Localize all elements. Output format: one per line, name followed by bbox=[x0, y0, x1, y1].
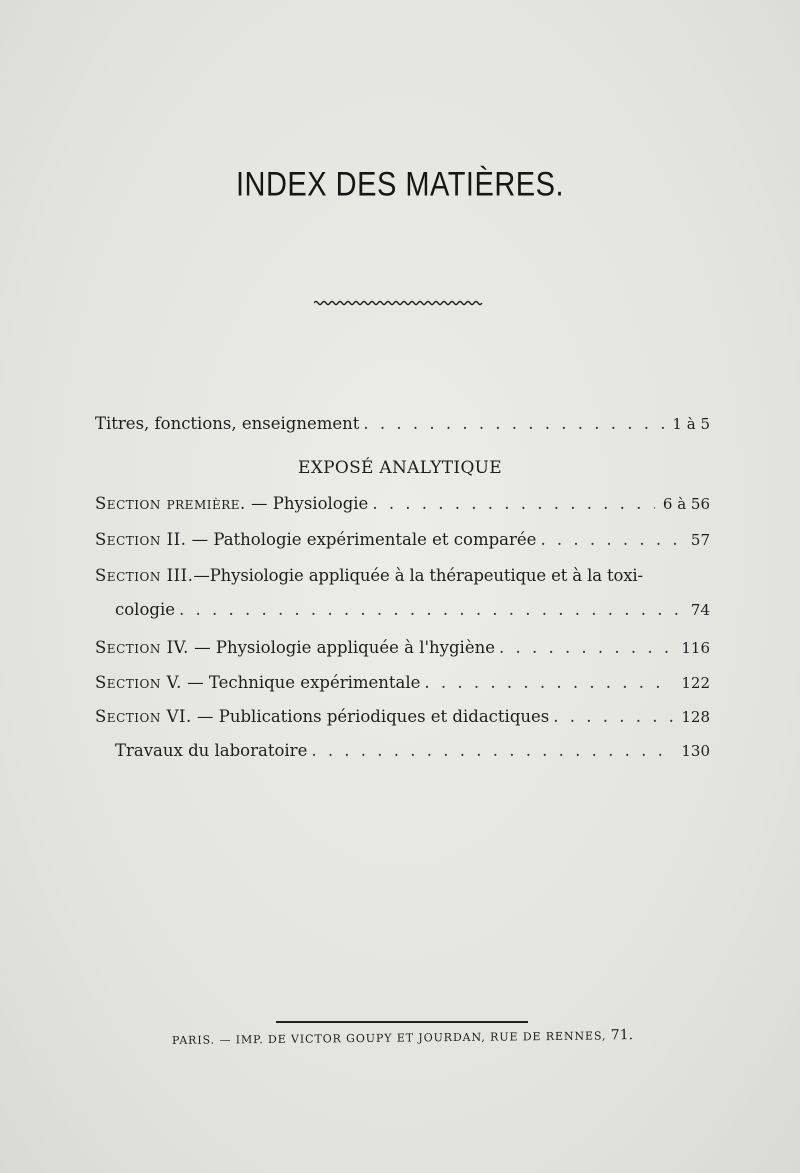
toc-entry-label: — Physiologie bbox=[245, 494, 369, 513]
imprint-number: 71. bbox=[610, 1027, 634, 1044]
toc-entry-section-3-line-1 bbox=[95, 566, 710, 585]
leader-dots bbox=[363, 414, 664, 433]
toc-entry-page: 1 à 5 bbox=[672, 415, 710, 433]
leader-dots bbox=[179, 600, 683, 619]
toc-entry-label: — Publications périodiques et didactiques bbox=[191, 707, 550, 726]
toc-entry-page: 128 bbox=[681, 708, 710, 726]
toc-entry-page: 130 bbox=[681, 742, 710, 760]
leader-dots bbox=[553, 707, 673, 726]
section-lead: Section première. bbox=[95, 494, 246, 513]
toc-entry-section-4 bbox=[95, 638, 710, 668]
imprint-text: PARIS. — IMP. DE VICTOR GOUPY ET JOURDAN, RUE DE RENNES, bbox=[171, 1029, 607, 1047]
toc-entry-section-3-line-2 bbox=[115, 600, 710, 630]
leader-dots bbox=[499, 638, 673, 657]
section-lead: Section V. bbox=[95, 673, 182, 692]
section-heading: EXPOSÉ ANALYTIQUE bbox=[297, 458, 503, 478]
toc-entry-page: 116 bbox=[681, 639, 710, 657]
printer-imprint bbox=[172, 1027, 642, 1048]
leader-dots bbox=[311, 741, 673, 760]
toc-entry-label: Titres, fonctions, enseignement bbox=[95, 414, 360, 433]
toc-entry-section-1 bbox=[95, 494, 710, 524]
toc-entry-label: — Physiologie appliquée à l'hygiène bbox=[188, 638, 495, 657]
leader-dots bbox=[540, 530, 682, 549]
leader-dots bbox=[372, 494, 655, 513]
toc-entry-continuation: cologie bbox=[115, 600, 175, 619]
toc-entry-label: — Pathologie expérimentale et comparée bbox=[186, 530, 537, 549]
toc-entry-titres bbox=[95, 414, 710, 444]
section-lead: Section IV. bbox=[95, 638, 189, 657]
toc-entry-label: — Technique expérimentale bbox=[181, 673, 421, 692]
toc-entry-page: 6 à 56 bbox=[662, 495, 710, 513]
toc-entry-label: Travaux du laboratoire bbox=[115, 741, 308, 760]
toc-entry-section-6 bbox=[95, 707, 710, 737]
section-lead: Section III. bbox=[95, 566, 194, 585]
toc-entry-page: 122 bbox=[681, 674, 710, 692]
toc-entry-section-2 bbox=[95, 530, 710, 560]
toc-entry-travaux bbox=[115, 741, 710, 771]
footer-rule bbox=[276, 1021, 528, 1023]
toc-entry-section-5 bbox=[95, 673, 710, 703]
wavy-rule-ornament bbox=[314, 298, 484, 308]
toc-entry-page: 57 bbox=[690, 531, 710, 549]
toc-entry-label: —Physiologie appliquée à la thérapeutique et à la toxi- bbox=[193, 566, 643, 585]
toc-entry-page: 74 bbox=[690, 601, 710, 619]
page-title: INDEX DES MATIÈRES. bbox=[235, 166, 565, 204]
section-lead: Section VI. bbox=[95, 707, 192, 726]
section-lead: Section II. bbox=[95, 530, 187, 549]
leader-dots bbox=[424, 673, 673, 692]
